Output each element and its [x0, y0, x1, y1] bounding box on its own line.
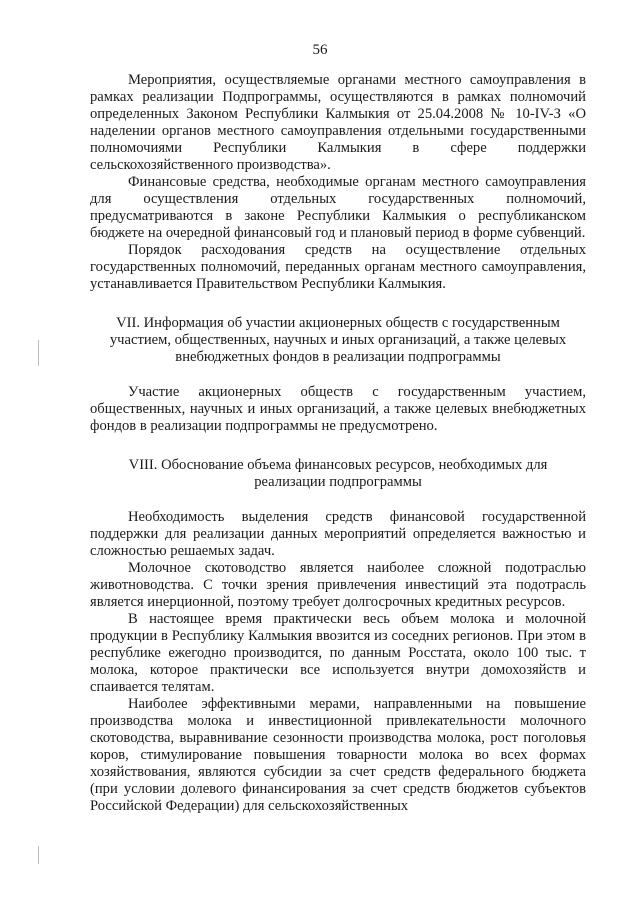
scan-margin-mark — [38, 846, 39, 864]
paragraph: Молочное скотоводство является наиболее сложной подотраслью животноводства. С точки зрения привлечения инвестиций эта подотрасль является инерционной, поэтому требует долгосрочных кредитных ресурсов. — [90, 560, 586, 610]
paragraph: Наиболее эффективными мерами, направленными на повышение производства молока и инвестиционной привлекательности молочного скотоводства, выравнивание сезонности производства молока, рост поголовья коров, стимулирование повышения товарности молока во всех формах хозяйствования, являются субсидии за счет средств федерального бюджета (при условии долевого финансирования за счет средств бюджетов субъектов Российской Федерации) для сельскохозяйственных — [90, 696, 586, 814]
section-heading: VIII. Обоснование объема финансовых ресурсов, необходимых для реализации подпрограммы — [128, 457, 548, 490]
paragraph: Необходимость выделения средств финансовой государственной поддержки для реализации данных мероприятий определяется важностью и сложностью решаемых задач. — [90, 509, 586, 559]
paragraph: Участие акционерных обществ с государственным участием, общественных, научных и иных организаций, а также целевых внебюджетных фондов в реализации подпрограммы не предусмотрено. — [90, 384, 586, 434]
page-content — [90, 72, 586, 815]
paragraph: В настоящее время практически весь объем молока и молочной продукции в Республику Калмыкия ввозится из соседних регионов. При этом в республике ежегодно производится, по данным Росстата, около 100 тыс. т молока, которое практически все используется внутри домохозяйств и спаивается телятам. — [90, 611, 586, 695]
scan-margin-mark — [38, 340, 39, 366]
paragraph: Порядок расходования средств на осуществление отдельных государственных полномочий, переданных органам местного самоуправления, устанавливается Правительством Республики Калмыкия. — [90, 242, 586, 292]
paragraph: Финансовые средства, необходимые органам местного самоуправления для осуществления отдельных государственных полномочий, предусматриваются в законе Республики Калмыкия о республиканском бюджете на очередной финансовый год и плановый период в форме субвенций. — [90, 174, 586, 241]
paragraph: Мероприятия, осуществляемые органами местного самоуправления в рамках реализации Подпрограммы, осуществляются в рамках полномочий определенных Законом Республики Калмыкия от 25.04.2008 № 10-IV-З «О наделении органов местного самоуправления отдельными государственными полномочиями Республики Калмыкия в сфере поддержки сельскохозяйственного производства». — [90, 72, 586, 173]
page-number: 56 — [312, 42, 328, 58]
section-heading: VII. Информация об участии акционерных обществ с государственным участием, общественных, научных и иных организаций, а также целевых внебюджетных фондов в реализации подпрограммы — [109, 315, 567, 365]
